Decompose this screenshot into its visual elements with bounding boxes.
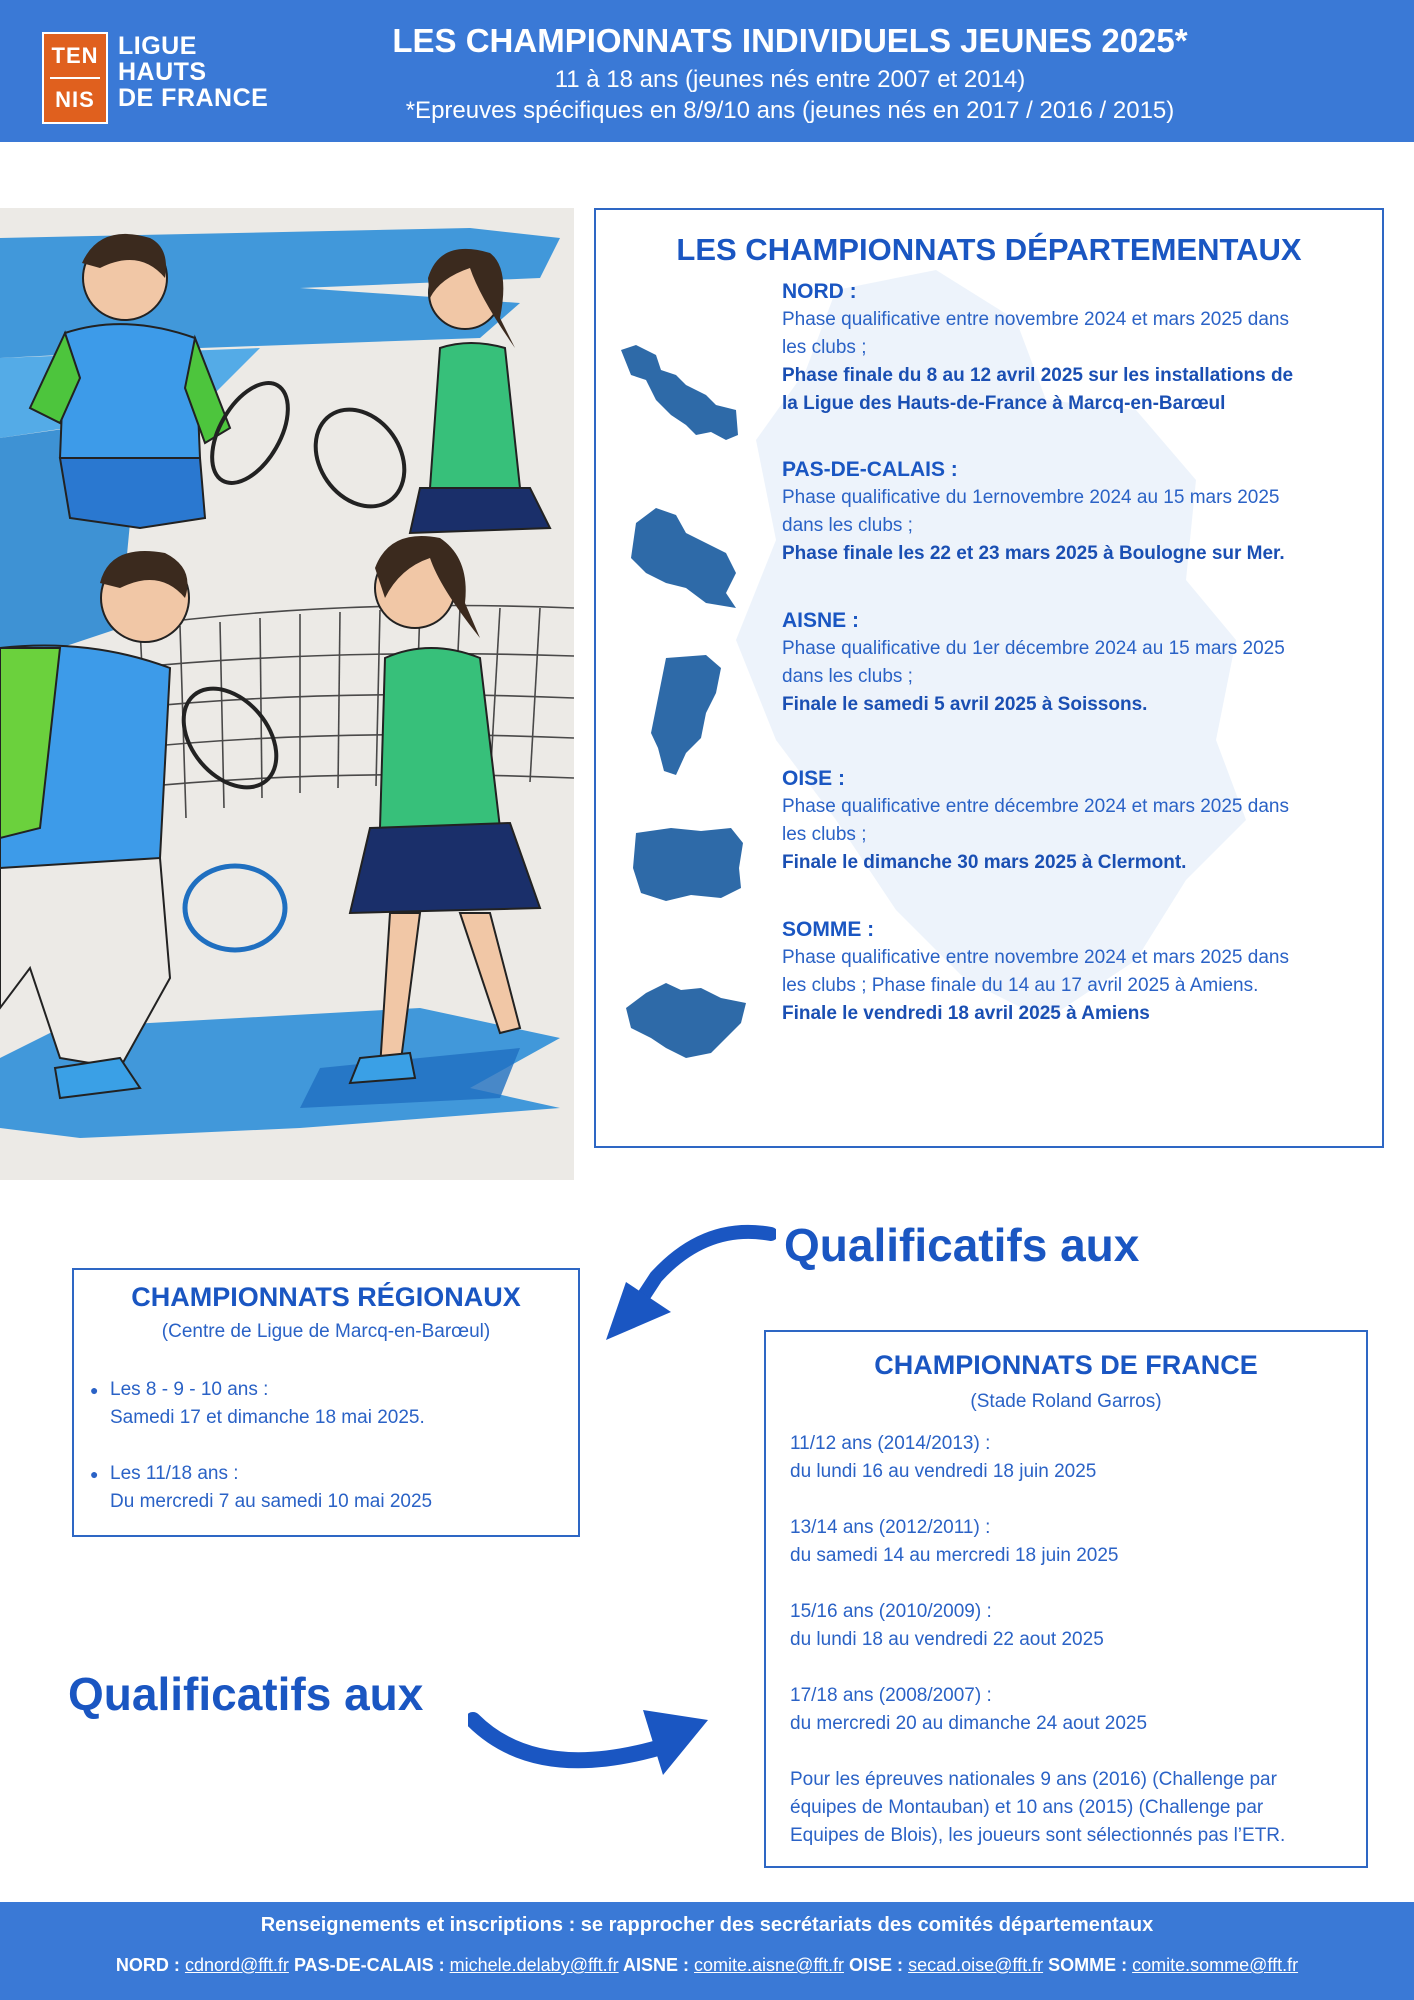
dep-name: PAS-DE-CALAIS : bbox=[782, 458, 958, 481]
footer-contacts bbox=[0, 1955, 1414, 1976]
france-dates: du samedi 14 au mercredi 18 juin 2025 bbox=[790, 1545, 1119, 1566]
aisne-map-icon bbox=[646, 653, 726, 778]
page-subtitle-ages: 11 à 18 ans (jeunes nés entre 2007 et 2014) bbox=[554, 66, 1026, 93]
reg-item-dates: Du mercredi 7 au samedi 10 mai 2025 bbox=[110, 1491, 433, 1512]
header-banner bbox=[0, 0, 1414, 142]
dep-final-line: Phase finale les 22 et 23 mars 2025 à Boulogne sur Mer. bbox=[782, 543, 1285, 564]
dep-text-line: Phase qualificative entre novembre 2024 et mars 2025 dans bbox=[782, 947, 1289, 968]
france-note-line: Pour les épreuves nationales 9 ans (2016) (Challenge par bbox=[790, 1769, 1277, 1790]
list-item bbox=[88, 1376, 568, 1432]
regionaux-title: CHAMPIONNATS RÉGIONAUX bbox=[131, 1282, 521, 1312]
qualificatifs-label-top: Qualificatifs aux bbox=[784, 1219, 1140, 1271]
list-item bbox=[88, 1460, 568, 1516]
dep-text-line: Phase qualificative entre décembre 2024 et mars 2025 dans bbox=[782, 796, 1289, 817]
somme-map-icon bbox=[621, 978, 751, 1063]
france-category: 17/18 ans (2008/2007) : bbox=[790, 1685, 992, 1706]
france-schedule bbox=[790, 1430, 1360, 1850]
dep-name: SOMME : bbox=[782, 918, 875, 941]
contact-email-link[interactable]: comite.somme@fft.fr bbox=[1132, 1955, 1299, 1975]
logo-bottom-text: NIS bbox=[55, 87, 95, 112]
curved-arrow-right-icon bbox=[468, 1690, 718, 1790]
dep-final-line: Finale le samedi 5 avril 2025 à Soissons. bbox=[782, 694, 1148, 715]
france-dates: du mercredi 20 au dimanche 24 aout 2025 bbox=[790, 1713, 1148, 1734]
contact-label: NORD : bbox=[115, 1955, 180, 1975]
ligue-name-line: LIGUE bbox=[118, 32, 197, 60]
contact-label: AISNE : bbox=[622, 1955, 689, 1975]
footer-info: Renseignements et inscriptions : se rapprocher des secrétariats des comités départementaux bbox=[260, 1914, 1154, 1936]
dep-final-line: Phase finale du 8 au 12 avril 2025 sur les installations de bbox=[782, 365, 1294, 386]
contact-email-link[interactable]: comite.aisne@fft.fr bbox=[694, 1955, 845, 1975]
page-title: LES CHAMPIONNATS INDIVIDUELS JEUNES 2025* bbox=[392, 22, 1188, 59]
reg-item-label: Les 8 - 9 - 10 ans : bbox=[110, 1379, 269, 1400]
reg-item-label: Les 11/18 ans : bbox=[110, 1463, 239, 1484]
france-note-line: équipes de Montauban) et 10 ans (2015) (Challenge par bbox=[790, 1797, 1264, 1818]
contact-label: SOMME : bbox=[1048, 1955, 1128, 1975]
france-dates: du lundi 18 au vendredi 22 aout 2025 bbox=[790, 1629, 1104, 1650]
france-category: 11/12 ans (2014/2013) : bbox=[790, 1433, 991, 1454]
bullet-icon: ● bbox=[90, 1466, 99, 1482]
championnats-regionaux-panel bbox=[72, 1268, 580, 1537]
regionaux-subtitle: (Centre de Ligue de Marcq-en-Barœul) bbox=[161, 1321, 491, 1342]
dep-name: NORD : bbox=[782, 280, 857, 303]
curved-arrow-left-icon bbox=[596, 1222, 776, 1352]
dep-item-nord bbox=[782, 278, 1372, 418]
page-subtitle-specific: *Epreuves spécifiques en 8/9/10 ans (jeunes nés en 2017 / 2016 / 2015) bbox=[405, 97, 1175, 124]
dep-text-line: Phase qualificative du 1ernovembre 2024 au 15 mars 2025 bbox=[782, 487, 1280, 508]
dep-text-line: Phase qualificative du 1er décembre 2024 au 15 mars 2025 bbox=[782, 638, 1285, 659]
tennis-logo bbox=[42, 32, 108, 124]
contact-label: OISE : bbox=[849, 1955, 904, 1975]
dep-text-line: Phase qualificative entre novembre 2024 et mars 2025 dans bbox=[782, 309, 1289, 330]
contact-label: PAS-DE-CALAIS : bbox=[293, 1955, 445, 1975]
contact-email-link[interactable]: cdnord@fft.fr bbox=[184, 1955, 289, 1975]
departementaux-title: LES CHAMPIONNATS DÉPARTEMENTAUX bbox=[676, 232, 1302, 267]
dep-text-line: les clubs ; bbox=[782, 337, 867, 358]
dep-item-oise bbox=[782, 765, 1372, 877]
dep-final-line: Finale le vendredi 18 avril 2025 à Amiens bbox=[782, 1003, 1150, 1024]
nord-map-icon bbox=[616, 340, 746, 450]
france-subtitle: (Stade Roland Garros) bbox=[970, 1391, 1162, 1412]
championnats-de-france-panel bbox=[764, 1330, 1368, 1868]
france-note-line: Equipes de Blois), les joueurs sont sélectionnés pas l’ETR. bbox=[790, 1825, 1286, 1846]
qualificatifs-label-bottom: Qualificatifs aux bbox=[68, 1668, 424, 1720]
oise-map-icon bbox=[631, 823, 746, 903]
logo-top-text: TEN bbox=[51, 43, 99, 68]
footer-banner bbox=[0, 1902, 1414, 2000]
contact-email-link[interactable]: michele.delaby@fft.fr bbox=[449, 1955, 619, 1975]
dep-final-line: la Ligue des Hauts-de-France à Marcq-en-Barœul bbox=[782, 393, 1226, 414]
dep-item-aisne bbox=[782, 607, 1372, 719]
france-category: 13/14 ans (2012/2011) : bbox=[790, 1517, 991, 1538]
dep-text-line: les clubs ; bbox=[782, 824, 867, 845]
ligue-name-line: DE FRANCE bbox=[118, 84, 269, 112]
contact-email-link[interactable]: secad.oise@fft.fr bbox=[908, 1955, 1044, 1975]
ligue-name bbox=[118, 33, 268, 111]
dep-name: OISE : bbox=[782, 767, 846, 790]
dep-text-line: dans les clubs ; bbox=[782, 666, 913, 687]
pas-de-calais-map-icon bbox=[626, 503, 746, 613]
bullet-icon: ● bbox=[90, 1382, 99, 1398]
france-category: 15/16 ans (2010/2009) : bbox=[790, 1601, 992, 1622]
dep-item-pas-de-calais bbox=[782, 456, 1372, 568]
championnats-departementaux-panel bbox=[594, 208, 1384, 1148]
dep-name: AISNE : bbox=[782, 609, 860, 632]
reg-item-dates: Samedi 17 et dimanche 18 mai 2025. bbox=[110, 1407, 425, 1428]
regionaux-list bbox=[88, 1376, 568, 1516]
dep-text-line: dans les clubs ; bbox=[782, 515, 913, 536]
tennis-players-illustration bbox=[0, 208, 574, 1180]
ligue-name-line: HAUTS bbox=[118, 58, 207, 86]
dep-text-line: les clubs ; Phase finale du 14 au 17 avril 2025 à Amiens. bbox=[782, 975, 1259, 996]
dep-final-line: Finale le dimanche 30 mars 2025 à Clermont. bbox=[782, 852, 1187, 873]
france-dates: du lundi 16 au vendredi 18 juin 2025 bbox=[790, 1461, 1097, 1482]
france-title: CHAMPIONNATS DE FRANCE bbox=[874, 1350, 1258, 1380]
dep-item-somme bbox=[782, 916, 1372, 1028]
